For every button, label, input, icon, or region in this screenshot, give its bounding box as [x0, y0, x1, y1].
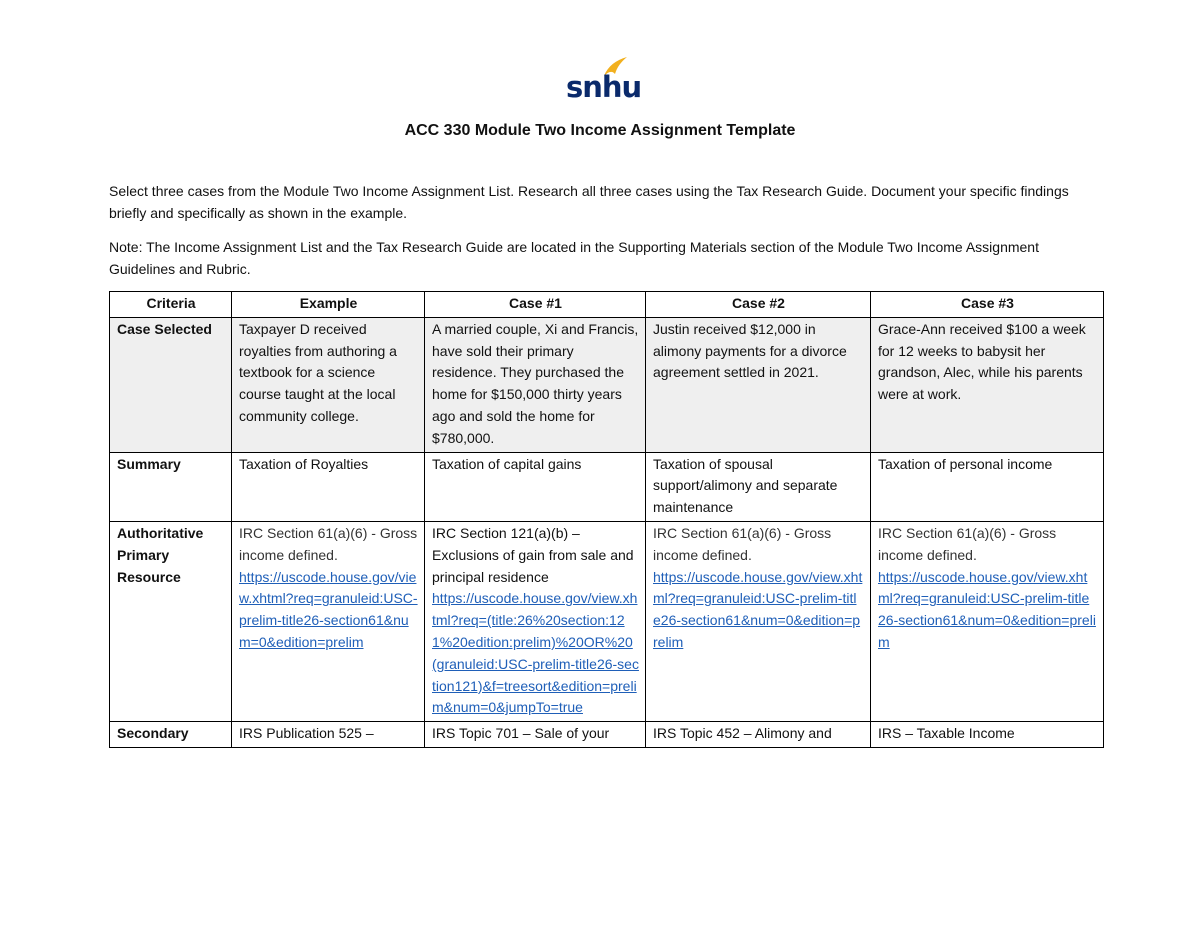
criteria-secondary: Secondary [110, 722, 232, 748]
note-text: The Income Assignment List and the Tax Research Guide are located in the Supporting Materials section of the Module Two Income Assignment Guidelines and Rubric. [109, 239, 1039, 277]
case1-summary: Taxation of capital gains [425, 452, 646, 521]
case3-primary-resource [871, 521, 1104, 721]
note-label: Note: [109, 239, 143, 255]
case3-secondary: IRS – Taxable Income [871, 722, 1104, 748]
case1-primary-link[interactable]: https://uscode.house.gov/view.xhtml?req=(title:26%20section:121%20edition:prelim)%20OR%20(granuleid:USC-prelim-title26-section121)&f=treesort&edition=prelim&num=0&jumpTo=true [432, 590, 639, 716]
case1-primary-text: IRC Section 121(a)(b) – Exclusions of gain from sale and principal residence [432, 524, 634, 585]
case1-case-selected: A married couple, Xi and Francis, have sold their primary residence. They purchased the home for $150,000 thirty years ago and sold the home for $780,000. [425, 317, 646, 452]
header-example: Example [232, 292, 425, 318]
header-case-2: Case #2 [646, 292, 871, 318]
example-primary-resource [232, 521, 425, 721]
case3-summary: Taxation of personal income [871, 452, 1104, 521]
case2-secondary: IRS Topic 452 – Alimony and [646, 722, 871, 748]
row-case-selected [110, 317, 1104, 452]
snhu-logo [566, 56, 642, 104]
case1-secondary: IRS Topic 701 – Sale of your [425, 722, 646, 748]
header-case-1: Case #1 [425, 292, 646, 318]
criteria-case-selected: Case Selected [110, 317, 232, 452]
case2-primary-text: IRC Section 61(a)(6) - Gross income defined. [653, 524, 832, 563]
note-paragraph [109, 236, 1099, 280]
case1-primary-resource [425, 521, 646, 721]
case3-case-selected: Grace-Ann received $100 a week for 12 weeks to babysit her grandson, Alec, while his parents were at work. [871, 317, 1104, 452]
logo-wordmark: snhu [566, 70, 642, 104]
case2-primary-resource [646, 521, 871, 721]
intro-paragraph: Select three cases from the Module Two Income Assignment List. Research all three cases using the Tax Research Guide. Document your specific findings briefly and specifically as shown in the example. [109, 183, 1069, 221]
header-case-3: Case #3 [871, 292, 1104, 318]
case2-case-selected: Justin received $12,000 in alimony payments for a divorce agreement settled in 2021. [646, 317, 871, 452]
example-secondary: IRS Publication 525 – [232, 722, 425, 748]
case2-primary-link[interactable]: https://uscode.house.gov/view.xhtml?req=granuleid:USC-prelim-title26-section61&num=0&edition=prelim [653, 568, 863, 650]
example-primary-text: IRC Section 61(a)(6) - Gross income defined. [239, 524, 418, 563]
assignment-table [109, 291, 1104, 748]
example-summary: Taxation of Royalties [232, 452, 425, 521]
table-header-row [110, 292, 1104, 318]
row-secondary [110, 722, 1104, 748]
example-primary-link[interactable]: https://uscode.house.gov/view.xhtml?req=granuleid:USC-prelim-title26-section61&num=0&edition=prelim [239, 568, 418, 650]
row-primary-resource [110, 521, 1104, 721]
case3-primary-link[interactable]: https://uscode.house.gov/view.xhtml?req=granuleid:USC-prelim-title26-section61&num=0&edition=prelim [878, 568, 1096, 650]
example-case-selected: Taxpayer D received royalties from authoring a textbook for a science course taught at the local community college. [232, 317, 425, 452]
header-criteria: Criteria [110, 292, 232, 318]
case3-primary-text: IRC Section 61(a)(6) - Gross income defined. [878, 524, 1057, 563]
criteria-primary-resource: Authoritative Primary Resource [110, 521, 232, 721]
row-summary [110, 452, 1104, 521]
criteria-summary: Summary [110, 452, 232, 521]
case2-summary: Taxation of spousal support/alimony and separate maintenance [646, 452, 871, 521]
document-title: ACC 330 Module Two Income Assignment Template [404, 122, 796, 139]
